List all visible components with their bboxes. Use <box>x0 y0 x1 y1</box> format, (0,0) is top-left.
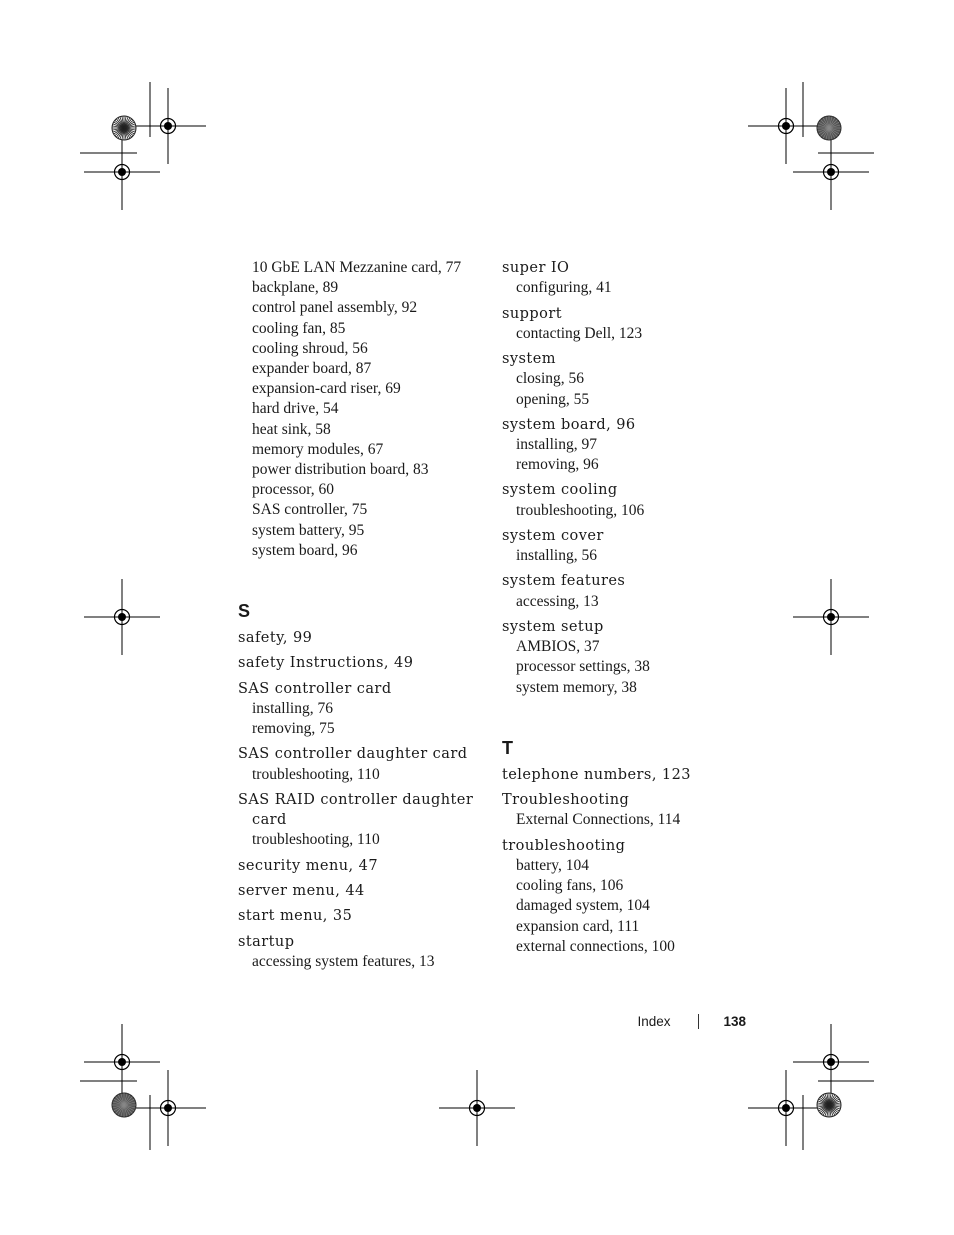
index-entry-heading: super IO <box>502 260 570 276</box>
index-subentry: hard drive, 54 <box>252 400 339 418</box>
index-entry-heading: telephone numbers, 123 <box>502 766 691 783</box>
index-subentry: processor settings, 38 <box>516 658 650 676</box>
index-subentry: expansion-card riser, 69 <box>252 380 401 398</box>
registration-target-dot <box>473 1104 481 1112</box>
index-subentry: installing, 56 <box>516 547 597 565</box>
index-subentry: installing, 97 <box>516 436 597 453</box>
page-number: 138 <box>723 1014 746 1029</box>
index-entry <box>502 790 752 831</box>
index-subentry: opening, 55 <box>516 390 590 408</box>
index-entry <box>502 765 752 785</box>
registration-target-dot <box>782 1104 790 1112</box>
index-subentry: heat sink, 58 <box>252 420 331 438</box>
index-subentry: expansion card, 111 <box>516 917 640 935</box>
section-entries <box>502 765 752 957</box>
index-subentry: troubleshooting, 106 <box>516 501 645 519</box>
registration-target-dot <box>118 168 126 176</box>
index-entry <box>502 571 752 612</box>
index-subentry: expander board, 87 <box>252 360 372 378</box>
index-subentry: contacting Dell, 123 <box>516 324 643 342</box>
index-subentry: SAS controller, 75 <box>252 501 368 519</box>
index-entry-heading: system cooling <box>502 482 618 499</box>
continued-subentries <box>238 258 488 561</box>
index-entry-heading: system features <box>502 573 626 590</box>
index-subentry: external connections, 100 <box>516 937 675 955</box>
index-subentry: cooling fans, 106 <box>516 877 624 895</box>
index-entry-heading: SAS controller card <box>238 680 392 697</box>
index-entry-heading: system cover <box>502 527 604 544</box>
registration-target-dot <box>827 613 835 621</box>
index-subentry: power distribution board, 83 <box>252 461 429 479</box>
index-entry <box>238 856 488 876</box>
index-entry <box>502 415 752 476</box>
registration-target-dot <box>827 168 835 176</box>
index-entry-heading: safety Instructions, 49 <box>238 655 414 672</box>
continued-entries <box>502 258 752 698</box>
index-entry <box>502 480 752 521</box>
index-subentry: accessing, 13 <box>516 592 599 610</box>
index-subentry: configuring, 41 <box>516 279 612 297</box>
index-subentry: External Connections, 114 <box>516 811 681 829</box>
index-subentry: damaged system, 104 <box>516 897 650 915</box>
index-subentry: system board, 96 <box>252 541 358 559</box>
index-column-left <box>238 258 488 977</box>
footer-label: Index <box>637 1014 671 1029</box>
index-entry <box>238 653 488 673</box>
index-entry <box>238 744 488 785</box>
section-letter: S <box>238 601 251 622</box>
registration-target-dot <box>827 1058 835 1066</box>
index-subentry: installing, 76 <box>252 699 333 717</box>
index-entry-heading: troubleshooting <box>502 837 626 854</box>
index-entry-heading: support <box>502 305 562 322</box>
index-entry-heading: security menu, 47 <box>238 857 379 874</box>
index-subentry: backplane, 89 <box>252 279 339 297</box>
index-subentry: closing, 56 <box>516 370 585 388</box>
index-entry <box>502 258 752 299</box>
index-entry <box>238 679 488 740</box>
registration-target-dot <box>118 613 126 621</box>
index-subentry: 10 GbE LAN Mezzanine card, 77 <box>252 259 462 276</box>
index-entry-heading: startup <box>238 933 295 950</box>
index-entry <box>502 304 752 345</box>
index-subentry: memory modules, 67 <box>252 440 384 458</box>
index-subentry: cooling fan, 85 <box>252 319 346 337</box>
page-footer <box>637 1014 746 1029</box>
index-entry <box>238 932 488 973</box>
index-subentry: removing, 96 <box>516 456 599 474</box>
index-subentry: removing, 75 <box>252 720 335 738</box>
registration-target-dot <box>164 1104 172 1112</box>
index-entry-heading: SAS RAID controller daughter card <box>238 791 474 829</box>
registration-target-dot <box>782 122 790 130</box>
index-subentry: AMBIOS, 37 <box>516 638 600 656</box>
index-column-right <box>502 258 752 962</box>
index-entry <box>238 790 488 851</box>
index-entry-heading: safety, 99 <box>238 630 313 647</box>
index-entry-heading: Troubleshooting <box>502 792 630 809</box>
section-entries <box>238 628 488 972</box>
index-subentry: accessing system features, 13 <box>252 952 435 970</box>
footer-divider <box>698 1014 699 1029</box>
index-entry-heading: SAS controller daughter card <box>238 746 468 763</box>
index-entry <box>502 349 752 410</box>
index-subentry: troubleshooting, 110 <box>252 765 380 783</box>
section-letter: T <box>502 737 513 758</box>
index-entry-heading: start menu, 35 <box>238 908 353 925</box>
index-entry <box>238 881 488 901</box>
registration-target-dot <box>118 1058 126 1066</box>
index-entry-heading: system board, 96 <box>502 416 636 433</box>
index-subentry: cooling shroud, 56 <box>252 339 368 357</box>
index-entry-heading: system <box>502 351 556 367</box>
index-entry <box>502 836 752 957</box>
index-entry <box>502 526 752 567</box>
index-subentry: control panel assembly, 92 <box>252 299 418 317</box>
index-entry-heading: server menu, 44 <box>238 882 365 899</box>
index-entry <box>238 628 488 648</box>
index-entry-heading: system setup <box>502 618 604 635</box>
index-entry <box>502 617 752 698</box>
registration-target-dot <box>164 122 172 130</box>
index-subentry: system battery, 95 <box>252 521 365 539</box>
index-subentry: system memory, 38 <box>516 678 637 696</box>
index-subentry: troubleshooting, 110 <box>252 831 380 849</box>
index-entry <box>238 906 488 926</box>
index-subentry: processor, 60 <box>252 481 335 499</box>
index-subentry: battery, 104 <box>516 856 590 874</box>
